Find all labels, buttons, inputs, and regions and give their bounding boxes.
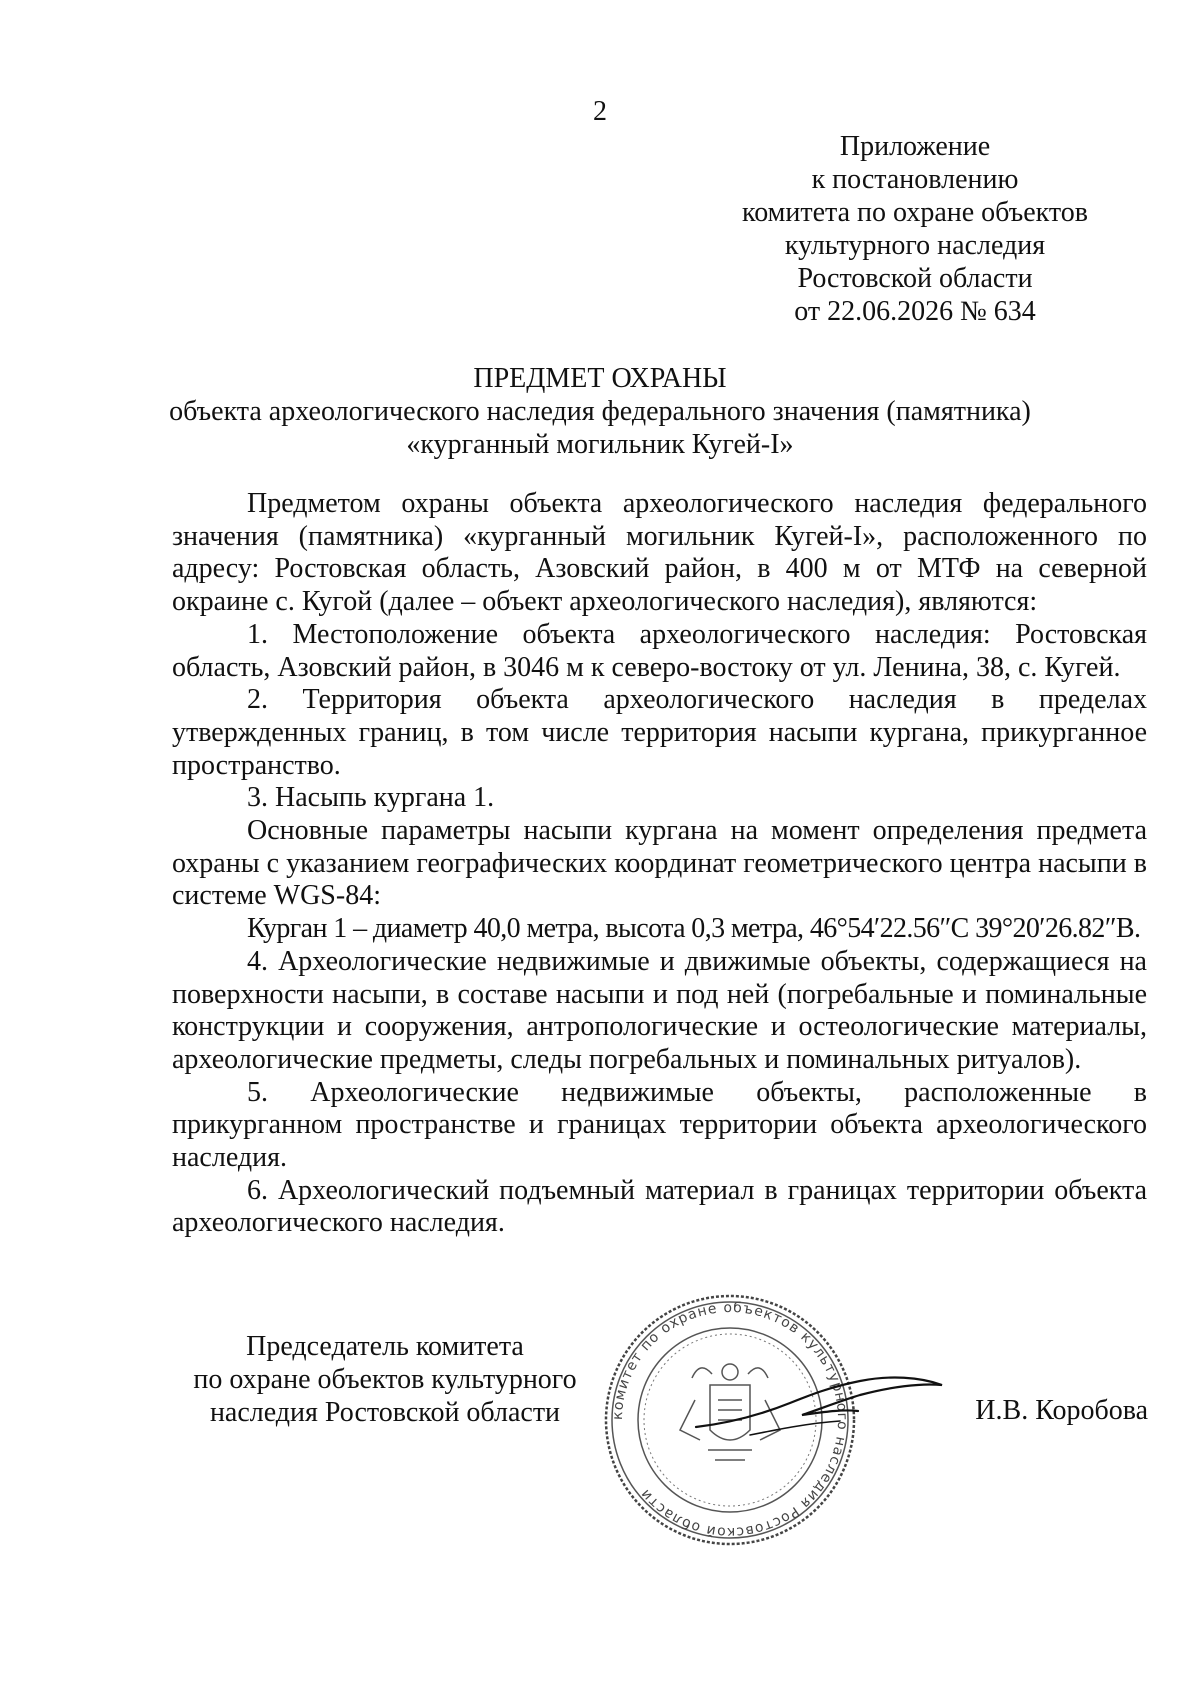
item-territory: 2. Территория объекта археологического наследия в пределах утвержденных границ, в том числе территория насыпи кургана, прикурганное пространство. xyxy=(172,684,1147,781)
appendix-line: культурного наследия xyxy=(784,230,1046,261)
params-paragraph: Основные параметры насыпи кургана на момент определения предмета охраны с указанием географических координат геометрического центра насыпи в системе WGS-84: xyxy=(172,815,1147,912)
page-number: 2 xyxy=(593,96,607,127)
stamp-text: комитет по охране объектов культурного наследия Ростовской области xyxy=(609,1299,851,1541)
signatory-position xyxy=(165,1330,605,1429)
document-body xyxy=(172,488,1147,1240)
appendix-line: Приложение xyxy=(839,131,991,162)
subtitle-line: «курганный могильник Кугей-I» xyxy=(406,429,794,460)
document-subtitle xyxy=(0,395,1200,461)
item-objects: 4. Археологические недвижимые и движимые объекты, содержащиеся на поверхности насыпи, в составе насыпи и под ней (погребальные и поминальные конструкции и сооружения, антропологические и остеологические материалы, археологические предметы, следы погребальных и поминальных ритуалов). xyxy=(172,945,1147,1075)
appendix-line: от 22.06.2026 № 634 xyxy=(794,296,1036,327)
item-immovable-objects: 5. Археологические недвижимые объекты, расположенные в прикурганном пространстве и границах территории объекта археологического наследия. xyxy=(172,1076,1147,1174)
appendix-line: комитета по охране объектов xyxy=(742,197,1088,228)
intro-paragraph: Предметом охраны объекта археологического наследия федерального значения (памятника) «курганный могильник Кугей-I», расположенного по адресу: Ростовская область, Азовский район, в 400 м от МТФ на северной окраине с. Кугой (далее – объект археологического наследия), являются: xyxy=(172,488,1147,618)
appendix-line: к постановлению xyxy=(811,164,1019,195)
position-line: наследия Ростовской области xyxy=(209,1397,561,1428)
item-mound: 3. Насыпь кургана 1. xyxy=(247,782,495,814)
appendix-block xyxy=(700,130,1130,328)
position-line: Председатель комитета xyxy=(246,1331,524,1362)
signatory-name: И.В. Коробова xyxy=(975,1395,1148,1426)
item-surface-material: 6. Археологический подъемный материал в границах территории объекта археологического наследия. xyxy=(172,1174,1147,1239)
kurgan-parameters: Курган 1 – диаметр 40,0 метра, высота 0,3 метра, 46°54′22.56″С 39°20′26.82″В. xyxy=(247,913,1141,945)
appendix-line: Ростовской области xyxy=(797,263,1033,294)
handwritten-signature xyxy=(690,1365,950,1445)
subtitle-line: объекта археологического наследия федерального значения (памятника) xyxy=(169,396,1031,427)
document-title: ПРЕДМЕТ ОХРАНЫ xyxy=(473,363,727,394)
position-line: по охране объектов культурного xyxy=(193,1364,577,1395)
item-location: 1. Местоположение объекта археологического наследия: Ростовская область, Азовский район, в 3046 м к северо-востоку от ул. Ленина, 38, с. Кугей. xyxy=(172,618,1147,683)
